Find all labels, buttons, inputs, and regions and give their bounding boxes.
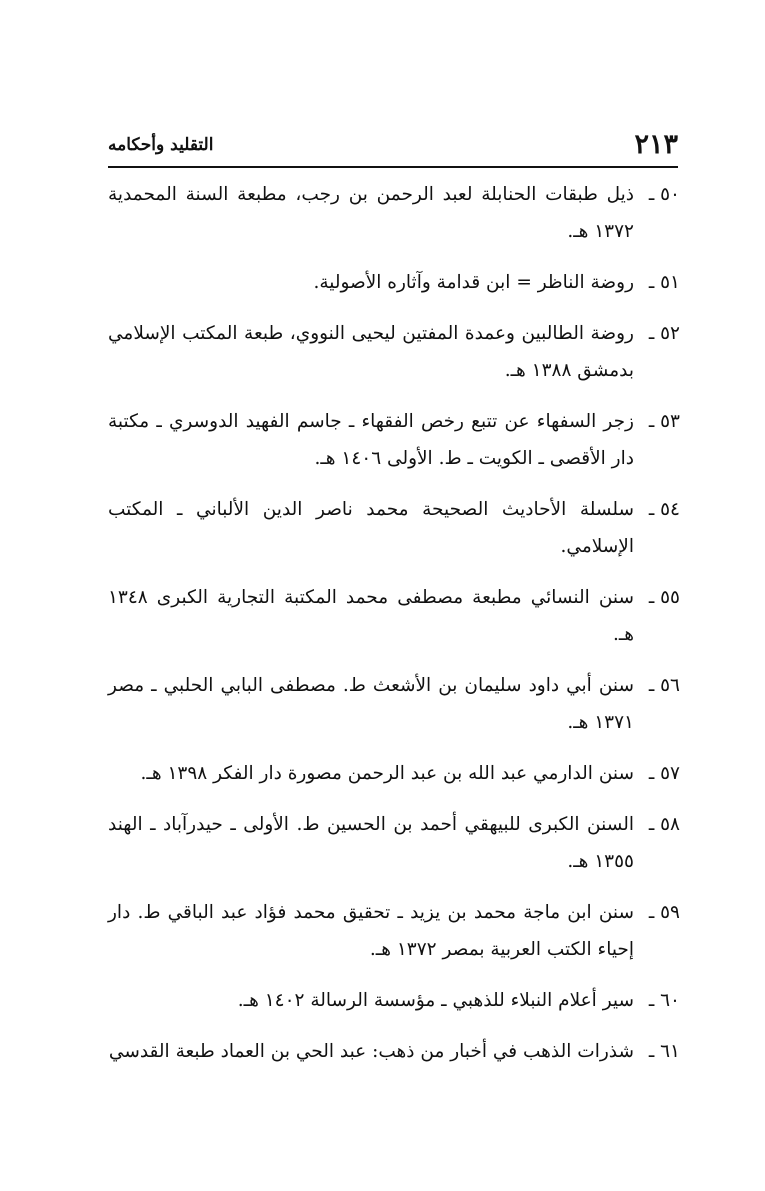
entry-number: ٥٩ ـ (648, 902, 680, 923)
bibliography-entry (108, 667, 680, 741)
entry-number: ٥٧ ـ (648, 763, 680, 784)
bibliography-entry (108, 491, 680, 565)
bibliography-entry (108, 982, 680, 1019)
bibliography-entry (108, 894, 680, 968)
header-rule (108, 166, 678, 168)
page-header (108, 128, 678, 162)
entry-text: سنن أبي داود سليمان بن الأشعث ط. مصطفى البابي الحلبي ـ مصر ١٣٧١ هـ. (108, 675, 634, 733)
entry-number: ٥٦ ـ (648, 675, 680, 696)
running-title: التقليد وأحكامه (108, 135, 214, 155)
bibliography-entry (108, 579, 680, 653)
entry-number: ٦٠ ـ (648, 990, 680, 1011)
bibliography-list (108, 176, 680, 1084)
bibliography-entry (108, 806, 680, 880)
entry-text: روضة الطالبين وعمدة المفتين ليحيى النووي، طبعة المكتب الإسلامي بدمشق ١٣٨٨ هـ. (108, 323, 634, 381)
entry-number: ٥٨ ـ (648, 814, 680, 835)
entry-text: سنن النسائي مطبعة مصطفى محمد المكتبة التجارية الكبرى ١٣٤٨ هـ. (108, 587, 634, 645)
entry-number: ٥٥ ـ (648, 587, 680, 608)
entry-text: السنن الكبرى للبيهقي أحمد بن الحسين ط. الأولى ـ حيدرآباد ـ الهند ١٣٥٥ هـ. (108, 814, 634, 872)
page-number: ٢١٣ (634, 129, 678, 160)
bibliography-entry (108, 1033, 680, 1070)
bibliography-entry (108, 403, 680, 477)
entry-number: ٥٠ ـ (648, 184, 680, 205)
bibliography-entry (108, 264, 680, 301)
bibliography-entry (108, 315, 680, 389)
entry-number: ٥٢ ـ (648, 323, 680, 344)
entry-number: ٦١ ـ (648, 1041, 680, 1062)
bibliography-entry (108, 176, 680, 250)
entry-text: سير أعلام النبلاء للذهبي ـ مؤسسة الرسالة ١٤٠٢ هـ. (237, 990, 634, 1011)
entry-text: شذرات الذهب في أخبار من ذهب: عبد الحي بن العماد طبعة القدسي (108, 1041, 634, 1062)
bibliography-entry (108, 755, 680, 792)
entry-text: ذيل طبقات الحنابلة لعبد الرحمن بن رجب، مطبعة السنة المحمدية ١٣٧٢ هـ. (108, 184, 634, 242)
entry-number: ٥٤ ـ (648, 499, 680, 520)
entry-number: ٥٣ ـ (648, 411, 680, 432)
entry-text: سلسلة الأحاديث الصحيحة محمد ناصر الدين الألباني ـ المكتب الإسلامي. (108, 499, 634, 557)
entry-text: زجر السفهاء عن تتبع رخص الفقهاء ـ جاسم الفهيد الدوسري ـ مكتبة دار الأقصى ـ الكويت ـ ط. الأولى ١٤٠٦ هـ. (108, 411, 634, 469)
entry-text: روضة الناظر = ابن قدامة وآثاره الأصولية. (313, 272, 634, 293)
entry-text: سنن الدارمي عبد الله بن عبد الرحمن مصورة دار الفكر ١٣٩٨ هـ. (140, 763, 634, 784)
entry-number: ٥١ ـ (648, 272, 680, 293)
entry-text: سنن ابن ماجة محمد بن يزيد ـ تحقيق محمد فؤاد عبد الباقي ط. دار إحياء الكتب العربية بمصر ١٣٧٢ هـ. (108, 902, 634, 960)
